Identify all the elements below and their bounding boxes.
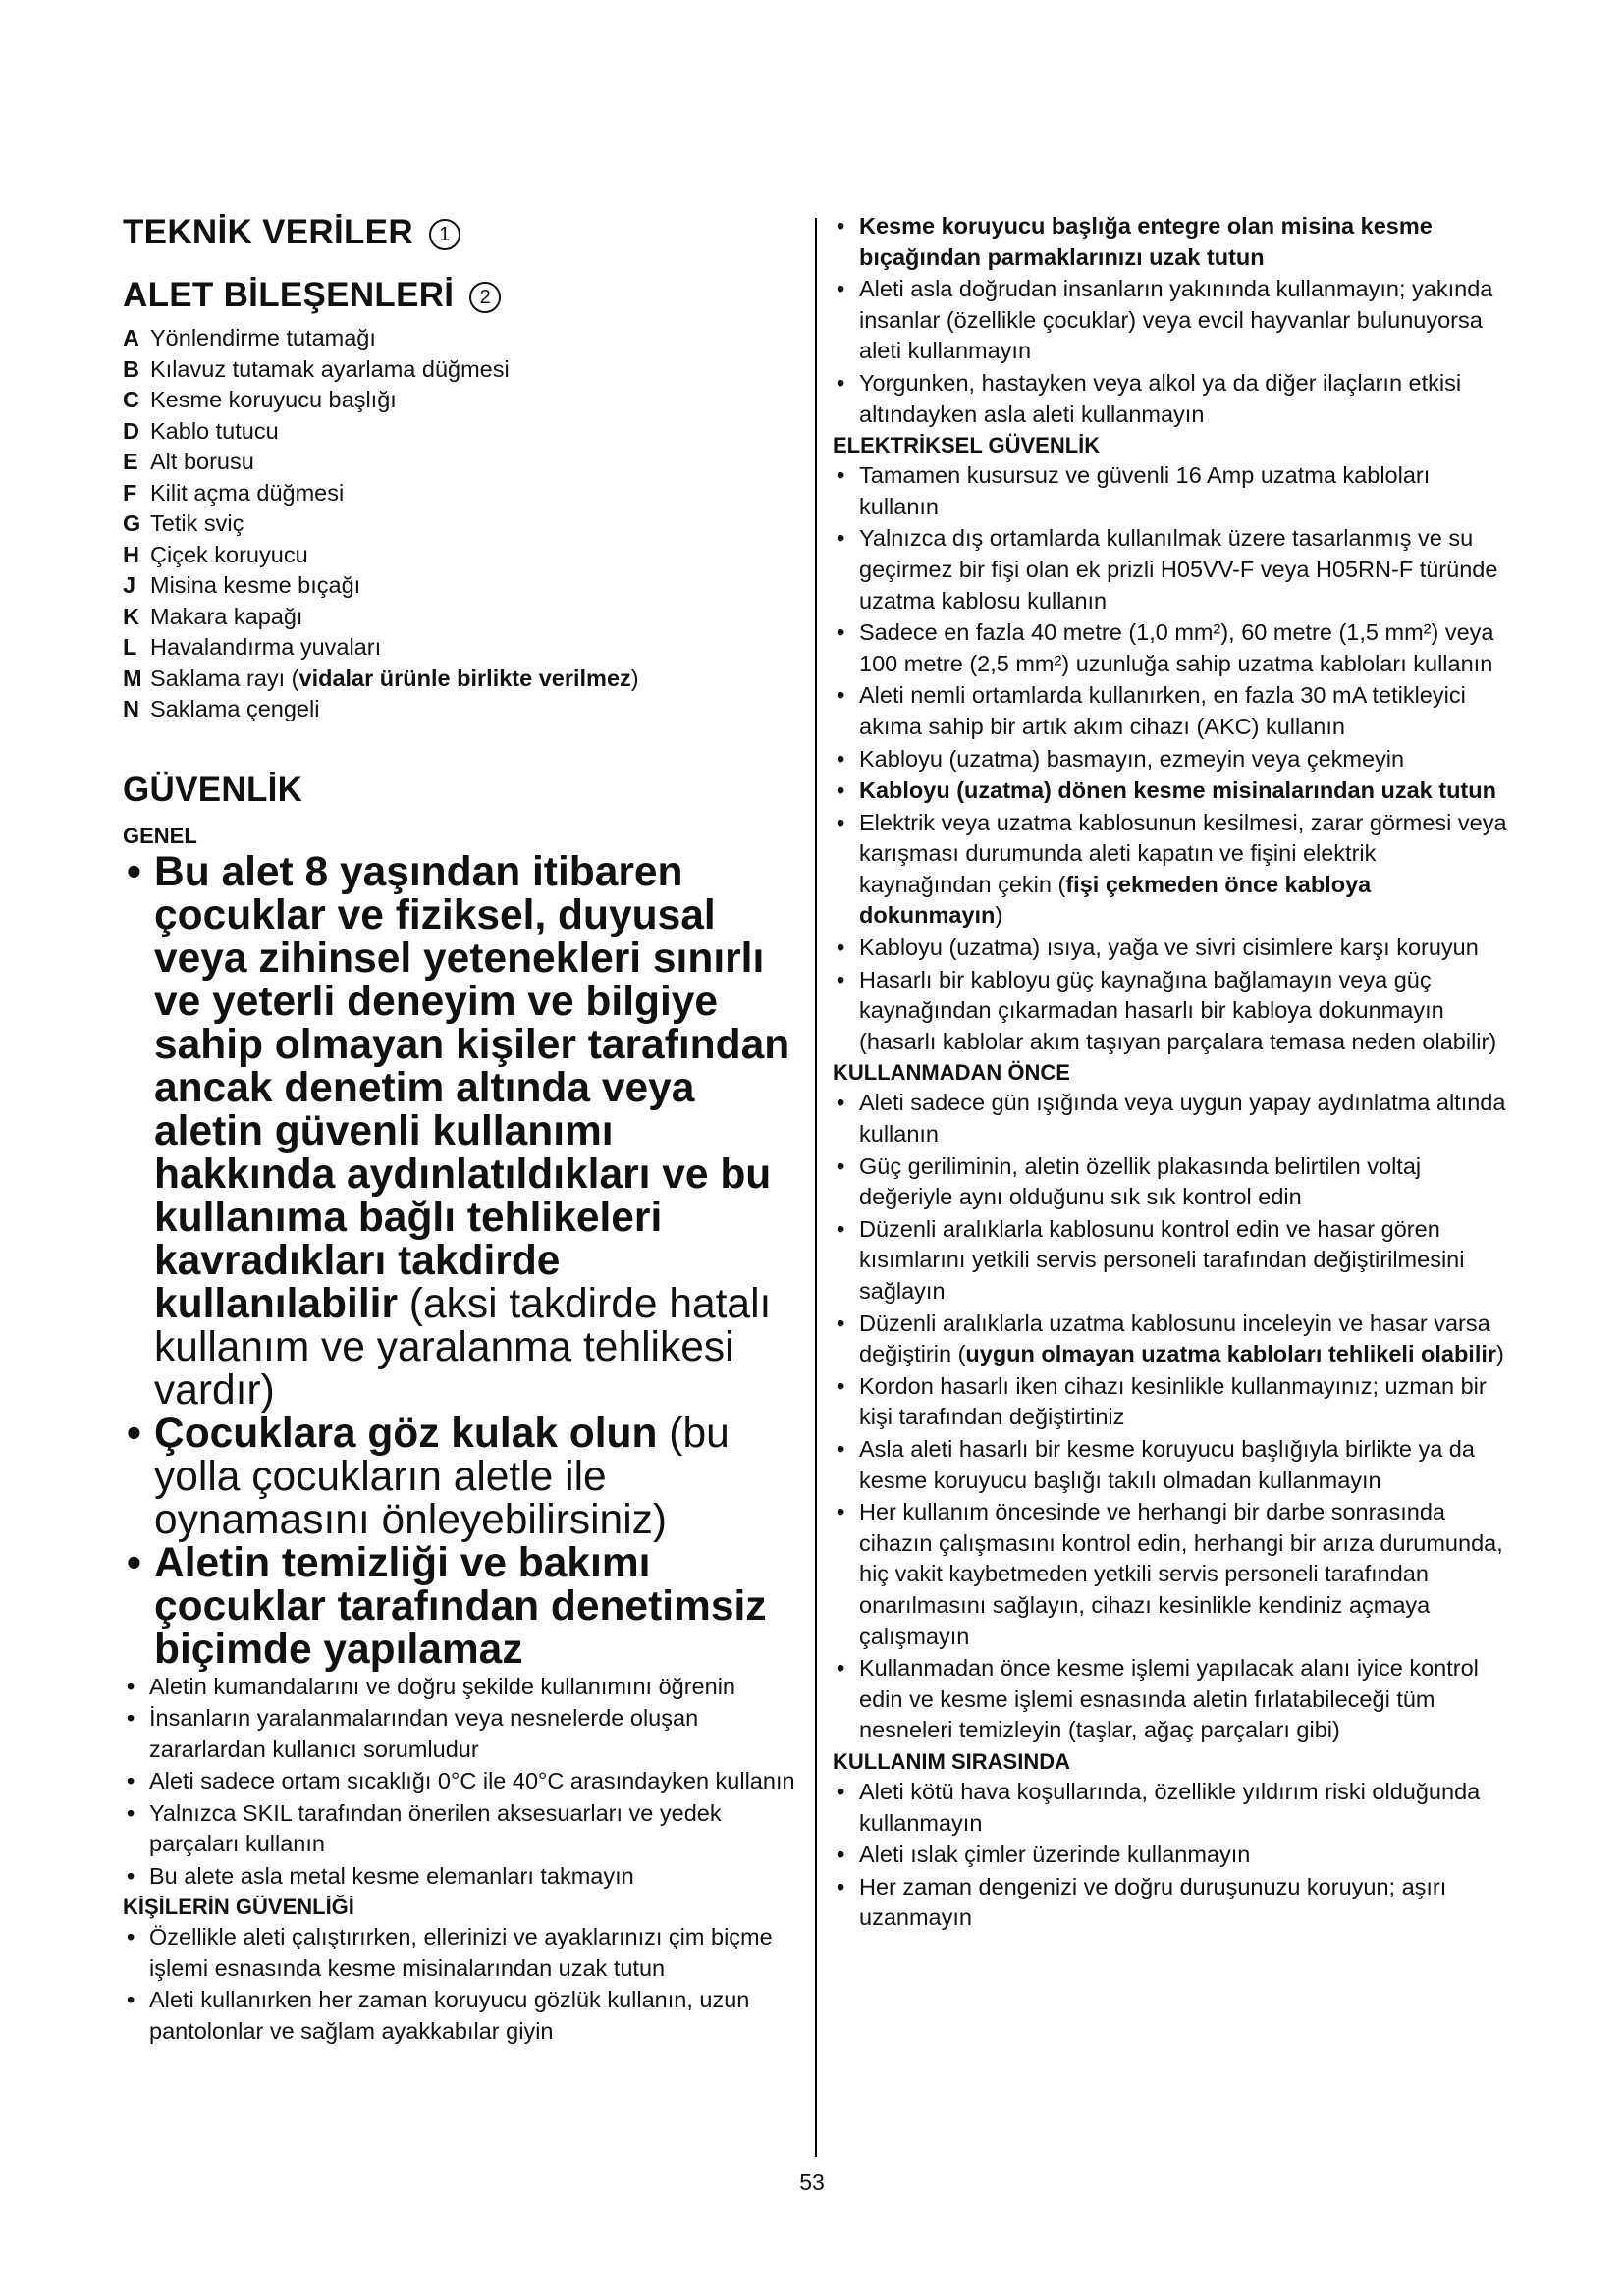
component-item	[123, 416, 800, 448]
electrical-safety-item	[833, 965, 1510, 1058]
during-use-item-text: Aleti kötü hava koşullarında, özellikle yıldırım riski olduğunda kullanmayın	[859, 1778, 1481, 1836]
component-key: B	[123, 355, 139, 382]
warning-text: (bu yolla çocukların aletle ile oynamasını önleyebilirsiniz)	[154, 1410, 730, 1543]
before-use-item-text: Her kullanım öncesinde ve herhangi bir darbe sonrasında cihazın çalışmasını kontrol edin, herhangi bir arıza durumunda, hiç vakit kaybetmeden yetkili servis personeli tarafından onarılmasını sağlayın, cihazı kesinlikle kendiniz açmaya çalışmayın	[859, 1499, 1503, 1649]
figure-ref-1: 1	[429, 219, 460, 250]
component-label: Misina kesme bıçağı	[150, 572, 361, 598]
personal-safety-item-text: Aleti asla doğrudan insanların yakınında kullanmayın; yakında insanlar (özellikle çocuklar) veya evcil hayvanlar bulunuyorsa aleti kullanmayın	[859, 276, 1493, 364]
before-use-item	[833, 1371, 1510, 1433]
electrical-safety-item-text: Yalnızca dış ortamlarda kullanılmak üzere tasarlanmış ve su geçirmez bir fişi olan ek prizli H05VV-F veya H05RN-F türünde uzatma kablosu kullanın	[859, 525, 1498, 614]
component-item	[123, 385, 800, 416]
right-column	[833, 211, 1510, 1935]
electrical-safety-item-text: Kabloyu (uzatma) ısıya, yağa ve sivri cisimlere karşı koruyun	[859, 934, 1479, 961]
component-label-end: )	[630, 665, 639, 691]
before-use-item-text: Asla aleti hasarlı bir kesme koruyucu başlığıyla birlikte ya da kesme koruyucu başlığı takılı olmadan kullanmayın	[859, 1435, 1475, 1493]
component-label: Havalandırma yuvaları	[150, 634, 382, 660]
component-label: Yönlendirme tutamağı	[150, 325, 376, 350]
component-item	[123, 694, 800, 725]
subheading-during-use: KULLANIM SIRASINDA	[833, 1748, 1070, 1774]
component-item	[123, 478, 800, 509]
during-use-item-text: Her zaman dengenizi ve doğru duruşunuzu koruyun; aşırı uzanmayın	[859, 1873, 1447, 1931]
component-label: Kılavuz tutamak ayarlama düğmesi	[150, 355, 510, 382]
subheading-before-use: KULLANMADAN ÖNCE	[833, 1060, 1070, 1086]
before-use-item-text: Düzenli aralıklarla uzatma kablosunu inceleyin ve hasar varsa değiştirin (	[859, 1309, 1490, 1367]
personal-safety-item: • Aleti kullanırken her zaman koruyucu gözlük kullanın, uzun pantolonlar ve sağlam ayakkabılar giyin	[123, 1985, 800, 2047]
electrical-safety-item	[833, 680, 1510, 742]
before-use-item-bold-text: uygun olmayan uzatma kabloları tehlikeli olabilir	[965, 1341, 1497, 1367]
component-label: Kesme koruyucu başlığı	[150, 387, 397, 412]
personal-safety-item-text: Yorgunken, hastayken veya alkol ya da diğer ilaçların etkisi altındayken asla aleti kullanmayın	[859, 369, 1462, 427]
before-use-item-text: Güç geriliminin, aletin özellik plakasında belirtilen voltaj değeriyle aynı olduğunu sık sık kontrol edin	[859, 1152, 1422, 1210]
personal-safety-list-continued	[833, 211, 1510, 430]
heading-technical-data: TEKNİK VERİLER 1	[123, 211, 800, 254]
electrical-safety-item	[833, 460, 1510, 522]
personal-safety-item	[833, 211, 1510, 273]
before-use-item-text: Kordon hasarlı iken cihazı kesinlikle kullanmayınız; uzman bir kişi tarafından değiştirtiniz	[859, 1372, 1487, 1430]
personal-safety-item: • Özellikle aleti çalıştırırken, ellerinizi ve ayaklarınızı çim biçme işlemi esnasında kesme misinalarından uzak tutun	[123, 1922, 800, 1984]
general-safety-list	[123, 1672, 800, 1893]
electrical-safety-item	[833, 523, 1510, 616]
before-use-item	[833, 1497, 1510, 1652]
before-use-item-text: Kullanmadan önce kesme işlemi yapılacak alanı iyice kontrol edin ve kesme işlemi esnasında aletin fırlatabileceği tüm nesneleri temizleyin (taşlar, ağaç parçaları gibi)	[859, 1655, 1479, 1743]
during-use-item	[833, 1872, 1510, 1934]
general-safety-item: • Yalnızca SKIL tarafından önerilen aksesuarları ve yedek parçaları kullanın	[123, 1798, 800, 1860]
component-key: G	[123, 510, 141, 536]
component-item	[123, 508, 800, 540]
component-note: vidalar ürünle birlikte verilmez	[298, 665, 631, 691]
component-key: D	[123, 417, 139, 444]
warning-list	[123, 848, 800, 1673]
warning-bold-text: Aletin temizliği ve bakımı çocuklar tarafından denetimsiz biçimde yapılamaz	[154, 1539, 767, 1673]
component-item	[123, 570, 800, 602]
electrical-safety-item-text: Tamamen kusursuz ve güvenli 16 Amp uzatma kabloları kullanın	[859, 462, 1431, 519]
general-safety-item: • Aletin kumandalarını ve doğru şekilde kullanımını öğrenin	[123, 1672, 800, 1703]
before-use-item	[833, 1151, 1510, 1213]
electrical-safety-item-bold-text: fişi çekmeden önce kabloya dokunmayın	[859, 871, 1372, 929]
component-key: L	[123, 634, 137, 660]
component-key: K	[123, 603, 139, 629]
warning-bold-text: Bu alet 8 yaşından itibaren çocuklar ve fiziksel, duyusal veya zihinsel yetenekleri sınırlı ve yeterli deneyim ve bilgiye sahip olmayan kişiler tarafından ancak denetim altında veya aletin güvenli kullanımı hakkında aydınlatıldıkları ve bu kullanıma bağlı tehlikeleri kavradıkları takdirde kullanılabilir	[154, 848, 790, 1327]
heading-tool-components: ALET BİLEŞENLERİ 2	[123, 274, 800, 317]
component-label: Alt borusu	[150, 449, 254, 474]
electrical-safety-item-text: Sadece en fazla 40 metre (1,0 mm²), 60 metre (1,5 mm²) veya 100 metre (2,5 mm²) uzunluğa sahip uzatma kabloları kullanın	[859, 619, 1494, 676]
before-use-item	[833, 1088, 1510, 1149]
warning-item	[123, 1410, 800, 1543]
component-item	[123, 447, 800, 478]
component-key: F	[123, 479, 137, 506]
electrical-safety-item	[833, 744, 1510, 775]
component-item	[123, 323, 800, 354]
component-label: Saklama rayı (	[150, 665, 299, 691]
component-key: C	[123, 387, 139, 412]
component-key: H	[123, 541, 139, 567]
during-use-item-text: Aleti ıslak çimler üzerinde kullanmayın	[859, 1842, 1251, 1868]
component-item	[123, 540, 800, 571]
electrical-safety-item	[833, 617, 1510, 679]
subheading-general: GENEL	[123, 823, 197, 848]
before-use-item	[833, 1214, 1510, 1308]
page-number: 53	[799, 2169, 825, 2195]
before-use-item-text-end: )	[1496, 1341, 1504, 1367]
during-use-list	[833, 1777, 1510, 1934]
column-divider	[815, 218, 817, 2157]
component-item	[123, 664, 800, 695]
components-list	[123, 323, 800, 725]
general-safety-item: • Aleti sadece ortam sıcaklığı 0°C ile 40°C arasındayken kullanın	[123, 1766, 800, 1797]
figure-ref-2: 2	[469, 282, 501, 313]
before-use-item-text: Aleti sadece gün ışığında veya uygun yapay aydınlatma altında kullanın	[859, 1090, 1506, 1148]
subheading-electrical-safety: ELEKTRİKSEL GÜVENLİK	[833, 433, 1101, 458]
component-key: A	[123, 325, 139, 350]
during-use-item	[833, 1777, 1510, 1839]
before-use-item	[833, 1308, 1510, 1370]
component-label: Kilit açma düğmesi	[150, 479, 345, 506]
electrical-safety-item-text: Kabloyu (uzatma) basmayın, ezmeyin veya çekmeyin	[859, 745, 1405, 772]
warning-text: (aksi takdirde hatalı kullanım ve yaralanma tehlikesi vardır)	[154, 1280, 772, 1414]
before-use-list	[833, 1088, 1510, 1745]
component-label: Kablo tutucu	[150, 417, 279, 444]
electrical-safety-item-text: Hasarlı bir kabloyu güç kaynağına bağlamayın veya güç kaynağından çıkarmadan hasarlı bir kabloya dokunmayın (hasarlı kablolar akım taşıyan parçalara temasa neden olabilir)	[859, 966, 1497, 1054]
electrical-safety-item	[833, 808, 1510, 932]
general-safety-item: • Bu alete asla metal kesme elemanları takmayın	[123, 1861, 800, 1893]
warning-bold-text: Çocuklara göz kulak olun	[154, 1410, 658, 1457]
during-use-item	[833, 1840, 1510, 1871]
before-use-item-text: Düzenli aralıklarla kablosunu kontrol edin ve hasar gören kısımlarını yetkili servis personeli tarafından değiştirilmesini sağlayın	[859, 1215, 1465, 1304]
before-use-item	[833, 1434, 1510, 1496]
component-label: Çiçek koruyucu	[150, 541, 308, 567]
component-item	[123, 632, 800, 664]
electrical-safety-item-text: Aleti nemli ortamlarda kullanırken, en fazla 30 mA tetikleyici akıma sahip bir artık akım cihazı (AKC) kullanın	[859, 682, 1466, 739]
before-use-item	[833, 1653, 1510, 1746]
subheading-personal-safety: KİŞİLERİN GÜVENLİĞİ	[123, 1895, 354, 1919]
personal-safety-item	[833, 274, 1510, 367]
component-label: Saklama çengeli	[150, 696, 320, 721]
personal-safety-item	[833, 368, 1510, 430]
personal-safety-list	[123, 1922, 800, 2047]
electrical-safety-list	[833, 460, 1510, 1057]
electrical-safety-item-text-end: )	[995, 902, 1003, 929]
component-key: N	[123, 696, 139, 721]
left-column	[123, 211, 800, 2048]
component-item	[123, 354, 800, 386]
component-key: M	[123, 665, 142, 691]
component-item	[123, 602, 800, 633]
component-key: J	[123, 572, 136, 598]
general-safety-item: • İnsanların yaralanmalarından veya nesnelerde oluşan zararlardan kullanıcı sorumludur	[123, 1703, 800, 1765]
warning-item	[123, 848, 800, 1414]
electrical-safety-item	[833, 775, 1510, 807]
personal-safety-item-text: Kesme koruyucu başlığa entegre olan misina kesme bıçağından parmaklarınızı uzak tutun	[859, 213, 1433, 270]
warning-item	[123, 1539, 800, 1673]
electrical-safety-item-text: Kabloyu (uzatma) dönen kesme misinalarından uzak tutun	[859, 777, 1496, 804]
electrical-safety-item	[833, 933, 1510, 964]
heading-safety: GÜVENLİK	[123, 770, 303, 809]
component-key: E	[123, 449, 138, 474]
component-label: Tetik sviç	[150, 510, 244, 536]
component-label: Makara kapağı	[150, 603, 303, 629]
electrical-safety-item-text: Elektrik veya uzatma kablosunun kesilmesi, zarar görmesi veya karışması durumunda aleti kapatın ve fişini elektrik kaynağından çekin (	[859, 809, 1507, 897]
